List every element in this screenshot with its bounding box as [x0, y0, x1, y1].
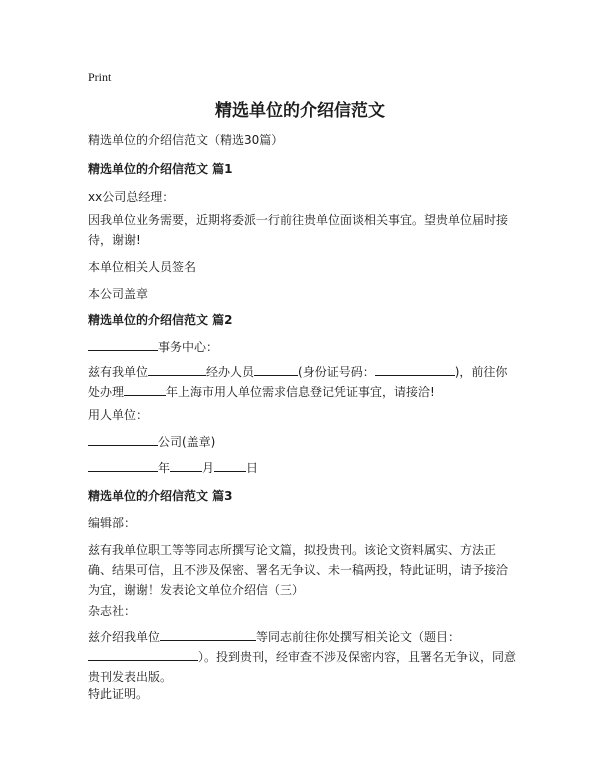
text-segment: ）。投到贵刊，经审查不涉及保密内容，且署名无争议，同意贵刊发表出版。 [88, 650, 517, 684]
blank-underline [88, 432, 158, 446]
section-3-closing: 特此证明。 [88, 687, 149, 701]
section-1-seal: 本公司盖章 [88, 287, 149, 301]
text-segment: 兹有我单位 [88, 365, 149, 379]
text-segment: 年上海市用人单位需求信息登记凭证事宜，请接洽! [166, 385, 435, 399]
section-1-body: 因我单位业务需要，近期将委派一行前往贵单位面谈相关事宜。望贵单位届时接待，谢谢! [88, 213, 509, 247]
text-segment: 等同志前往你处撰写相关论文（题目： [256, 630, 461, 644]
blank-underline [160, 627, 256, 641]
subtitle: 精选单位的介绍信范文（精选30篇） [88, 133, 284, 147]
text-segment: (身份证号码： [298, 365, 375, 379]
text-segment: 兹介绍我单位 [88, 630, 161, 644]
text-segment: 日 [246, 461, 259, 475]
section-2-body [88, 362, 518, 402]
print-label[interactable]: Print [88, 70, 112, 84]
text-segment: 年 [158, 461, 171, 475]
section-3-greeting-2: 杂志社： [88, 604, 137, 618]
section-2-heading: 精选单位的介绍信范文 篇2 [88, 313, 233, 327]
text-segment: 经办人员 [206, 365, 255, 379]
section-2-greeting-text: 事务中心： [158, 340, 219, 354]
blank-underline [88, 647, 198, 661]
section-2-employer: 用人单位： [88, 408, 149, 422]
text-segment: 处办理 [88, 385, 125, 399]
blank-underline [124, 382, 166, 396]
section-2-date [88, 458, 518, 478]
section-1-heading: 精选单位的介绍信范文 篇1 [88, 162, 233, 176]
section-3-heading: 精选单位的介绍信范文 篇3 [88, 489, 233, 503]
text-segment: )，前往你 [454, 365, 508, 379]
blank-underline [88, 337, 158, 351]
section-2-company-seal [88, 432, 518, 452]
blank-underline [88, 458, 158, 472]
section-3-intro [88, 627, 518, 687]
text-segment: 公司(盖章) [158, 435, 216, 449]
blank-underline [148, 362, 206, 376]
section-1-greeting: xx公司总经理： [88, 190, 175, 204]
blank-underline [254, 362, 298, 376]
page-title: 精选单位的介绍信范文 [215, 101, 385, 121]
blank-underline [214, 458, 246, 472]
blank-underline [170, 458, 202, 472]
section-3-greeting: 编辑部： [88, 516, 137, 530]
section-2-greeting [88, 337, 518, 357]
section-1-sign-names: 本单位相关人员签名 [88, 260, 197, 274]
blank-underline [375, 362, 455, 376]
text-segment: 月 [202, 461, 215, 475]
section-3-body: 兹有我单位职工等等同志所撰写论文篇，拟投贵刊。该论文资料属实、方法正确、结果可信，且不涉及保密、署名无争议、未一稿两投，特此证明，请予接洽为宜，谢谢！发表论文单位介绍信（三） [88, 543, 509, 597]
